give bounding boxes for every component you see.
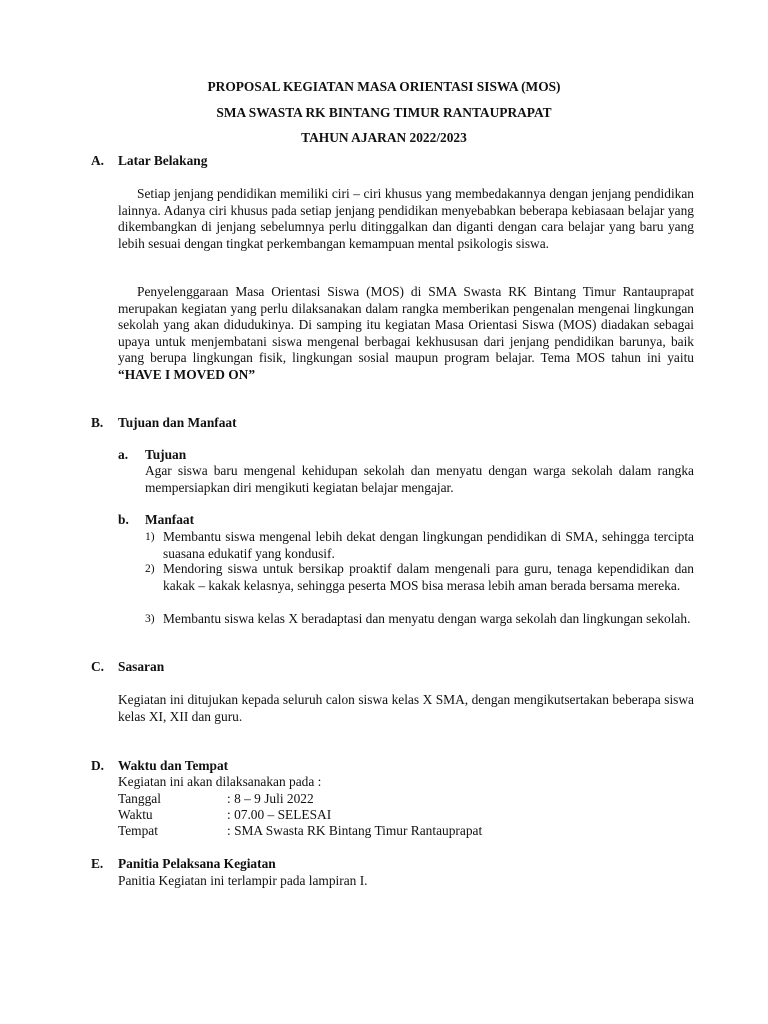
- section-d-heading: [91, 758, 228, 775]
- mos-theme: “HAVE I MOVED ON”: [118, 366, 256, 382]
- schedule-row-tempat: [118, 823, 482, 840]
- section-e-heading: [91, 856, 276, 873]
- section-c-text: Kegiatan ini ditujukan kepada seluruh calon siswa kelas X SMA, dengan mengikutsertakan beberapa siswa kelas XI, XII dan guru.: [118, 692, 694, 724]
- schedule-row-waktu: [118, 807, 331, 824]
- manfaat-item-1: [145, 529, 694, 562]
- section-a-number: A.: [91, 153, 105, 168]
- manfaat-item-3-number: 3): [145, 613, 155, 625]
- schedule-label-tempat: Tempat: [118, 823, 158, 838]
- section-e-number: E.: [91, 856, 104, 871]
- schedule-value-tanggal: : 8 – 9 Juli 2022: [227, 791, 314, 806]
- section-c-title: Sasaran: [118, 659, 165, 674]
- title-line-1: PROPOSAL KEGIATAN MASA ORIENTASI SISWA (MOS): [207, 79, 561, 94]
- manfaat-item-3-text: Membantu siswa kelas X beradaptasi dan menyatu dengan warga sekolah dan lingkungan sekolah.: [163, 611, 691, 626]
- manfaat-item-3: [145, 611, 694, 628]
- manfaat-heading: [118, 512, 194, 529]
- section-d-intro: Kegiatan ini akan dilaksanakan pada :: [118, 774, 322, 789]
- manfaat-item-1-number: 1): [145, 531, 155, 543]
- manfaat-title: Manfaat: [145, 512, 195, 527]
- schedule-value-waktu: : 07.00 – SELESAI: [227, 807, 332, 822]
- title-line-2: SMA SWASTA RK BINTANG TIMUR RANTAUPRAPAT: [216, 105, 552, 120]
- section-b-title: Tujuan dan Manfaat: [118, 415, 237, 430]
- section-b-heading: [91, 415, 237, 432]
- manfaat-item-2: [145, 561, 694, 594]
- section-c-heading: [91, 659, 164, 676]
- section-c-number: C.: [91, 659, 105, 674]
- section-b-number: B.: [91, 415, 104, 430]
- schedule-value-tempat: : SMA Swasta RK Bintang Timur Rantauprapat: [227, 823, 483, 838]
- section-a-paragraph-2: [118, 284, 694, 384]
- section-d-title: Waktu dan Tempat: [118, 758, 229, 773]
- manfaat-item-2-number: 2): [145, 563, 155, 575]
- section-a-title: Latar Belakang: [118, 153, 208, 168]
- schedule-label-waktu: Waktu: [118, 807, 153, 822]
- tujuan-title: Tujuan: [145, 447, 187, 462]
- section-e-text: Panitia Kegiatan ini terlampir pada lampiran I.: [118, 873, 368, 888]
- tujuan-heading: [118, 447, 186, 464]
- schedule-label-tanggal: Tanggal: [118, 791, 161, 806]
- section-a-paragraph-1-text: Setiap jenjang pendidikan memiliki ciri – ciri khusus yang membedakannya dengan jenjang pendidikan lainnya. Adanya ciri khusus pada setiap jenjang pendidikan menyebabkan beberapa kebiasaan belajar yang dikembangkan di jenjang sebelumnya perlu ditinggalkan dan diganti dengan cara belajar yang baru yang lebih sesuai dengan tingkat perkembangan kemampuan mental psikologis siswa.: [118, 186, 694, 251]
- manfaat-number: b.: [118, 512, 129, 527]
- title-line-3: TAHUN AJARAN 2022/2023: [301, 130, 467, 145]
- manfaat-item-1-text: Membantu siswa mengenal lebih dekat dengan lingkungan pendidikan di SMA, sehingga tercipta suasana edukatif yang kondusif.: [163, 529, 694, 561]
- section-a-paragraph-1: [118, 186, 694, 252]
- tujuan-number: a.: [118, 447, 129, 462]
- section-a-paragraph-2-text: Penyelenggaraan Masa Orientasi Siswa (MOS) di SMA Swasta RK Bintang Timur Rantauprapat merupakan kegiatan yang perlu dilaksanakan dalam rangka memberikan pengenalan mengenai lingkungan sekolah yang akan didudukinya. Di samping itu kegiatan Masa Orientasi Siswa (MOS) diadakan sebagai upaya untuk menjembatani siswa mengenal berbagai kekhususan dari jenjang pendidikan barunya, baik yang berupa lingkungan fisik, lingkungan sosial maupun program belajar. Tema MOS tahun ini yaitu: [118, 284, 694, 366]
- schedule-row-tanggal: [118, 791, 314, 808]
- section-e-title: Panitia Pelaksana Kegiatan: [118, 856, 276, 871]
- section-a-heading: [91, 153, 207, 170]
- tujuan-text: Agar siswa baru mengenal kehidupan sekolah dan menyatu dengan warga sekolah dalam rangka mempersiapkan diri mengikuti kegiatan belajar mengajar.: [145, 463, 694, 495]
- manfaat-item-2-text: Mendoring siswa untuk bersikap proaktif dalam mengenali para guru, tenaga kependidikan dan kakak – kakak kelasnya, sehingga peserta MOS bisa merasa lebih aman berada bersama mereka.: [163, 561, 694, 593]
- section-d-number: D.: [91, 758, 105, 773]
